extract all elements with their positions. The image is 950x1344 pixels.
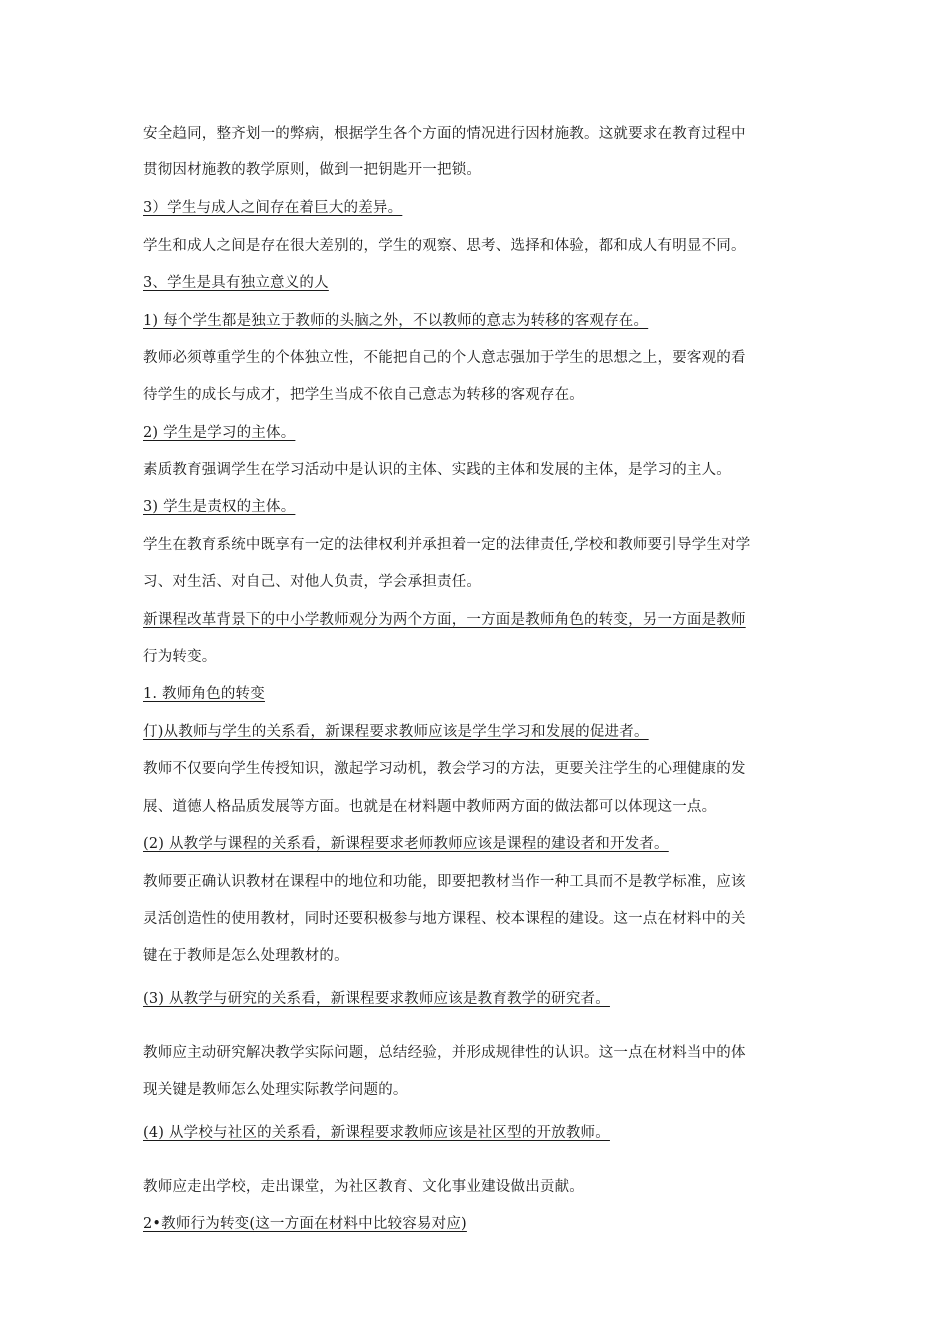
section-heading: 2•教师行为转变(这一方面在材料中比较容易对应) — [143, 1216, 467, 1232]
section-heading: 新课程改革背景下的中小学教师观分为两个方面，一方面是教师角色的转变，另一方面是教师 — [143, 612, 746, 628]
body-text-line: 行为转变。 — [143, 649, 217, 665]
section-heading: (3) 从教学与研究的关系看，新课程要求教师应该是教育教学的研究者。 — [143, 991, 610, 1007]
body-text-line: 展、道德人格品质发展等方面。也就是在材料题中教师两方面的做法都可以体现这一点。 — [143, 799, 717, 815]
section-heading: (4) 从学校与社区的关系看，新课程要求教师应该是社区型的开放教师。 — [143, 1125, 610, 1141]
section-heading: 2) 学生是学习的主体。 — [143, 425, 296, 441]
body-text-line: 灵活创造性的使用教材，同时还要积极参与地方课程、校本课程的建设。这一点在材料中的关 — [143, 911, 746, 927]
section-heading: 仃)从教师与学生的关系看，新课程要求教师应该是学生学习和发展的促进者。 — [143, 724, 649, 740]
body-text-line: 安全趋同，整齐划一的弊病，根据学生各个方面的情况进行因材施教。这就要求在教育过程中 — [143, 126, 746, 142]
section-heading: 3) 学生是责权的主体。 — [143, 499, 296, 515]
body-text-line: 教师应主动研究解决教学实际问题，总结经验，并形成规律性的认识。这一点在材料当中的体 — [143, 1045, 746, 1061]
section-heading: 3、学生是具有独立意义的人 — [143, 275, 329, 291]
body-text-line: 教师必须尊重学生的个体独立性，不能把自己的个人意志强加于学生的思想之上，要客观的看 — [143, 350, 746, 366]
body-text-line: 贯彻因材施教的教学原则，做到一把钥匙开一把锁。 — [143, 162, 482, 178]
section-heading: 3）学生与成人之间存在着巨大的差异。 — [143, 200, 403, 216]
body-text-line: 教师要正确认识教材在课程中的地位和功能，即要把教材当作一种工具而不是教学标准，应该 — [143, 874, 746, 890]
section-heading: (2) 从教学与课程的关系看，新课程要求老师教师应该是课程的建设者和开发者。 — [143, 836, 669, 852]
section-heading: 1. 教师角色的转变 — [143, 686, 265, 702]
body-text-line: 键在于教师是怎么处理教材的。 — [143, 948, 349, 964]
body-text-line: 素质教育强调学生在学习活动中是认识的主体、实践的主体和发展的主体，是学习的主人。 — [143, 462, 731, 478]
body-text-line: 学生在教育系统中既享有一定的法律权利并承担着一定的法律责任,学校和教师要引导学生对学 — [143, 537, 751, 553]
body-text-line: 教师不仅要向学生传授知识，激起学习动机，教会学习的方法，更要关注学生的心理健康的发 — [143, 761, 746, 777]
body-text-line: 习、对生活、对自己、对他人负责，学会承担责任。 — [143, 574, 482, 590]
body-text-line: 学生和成人之间是存在很大差别的，学生的观察、思考、选择和体验，都和成人有明显不同。 — [143, 238, 746, 254]
body-text-line: 待学生的成长与成才，把学生当成不依自己意志为转移的客观存在。 — [143, 387, 584, 403]
section-heading: 1) 每个学生都是独立于教师的头脑之外，不以教师的意志为转移的客观存在。 — [143, 313, 649, 329]
body-text-line: 现关键是教师怎么处理实际教学问题的。 — [143, 1082, 408, 1098]
body-text-line: 教师应走出学校，走出课堂，为社区教育、文化事业建设做出贡献。 — [143, 1179, 584, 1195]
